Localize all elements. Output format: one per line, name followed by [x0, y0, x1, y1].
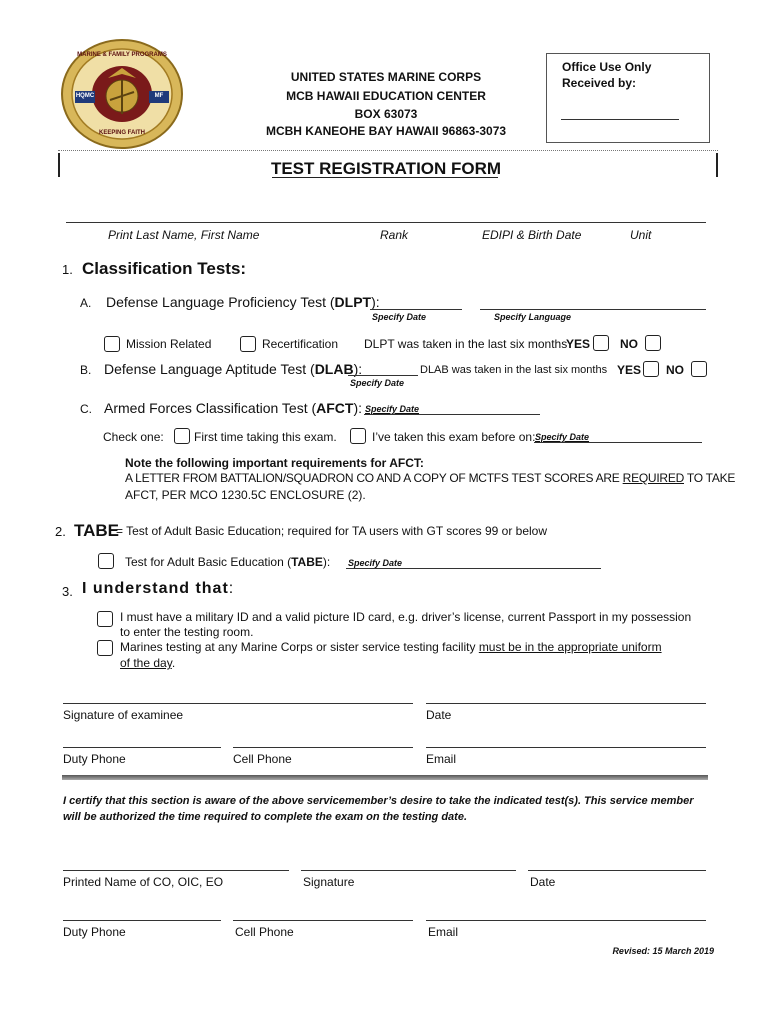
- examinee-duty-phone-field[interactable]: [63, 747, 221, 748]
- org-line-4: MCBH KANEOHE BAY HAWAII 96863-3073: [265, 124, 507, 138]
- afct-note-line2: AFCT, PER MCO 1230.5C ENCLOSURE (2).: [125, 488, 366, 502]
- dlpt-yes-label: YES: [566, 337, 591, 351]
- examinee-cell-phone-field[interactable]: [233, 747, 413, 748]
- dlpt-specify-language: Specify Language: [494, 312, 572, 322]
- marine-corps-seal: [60, 38, 184, 150]
- section-2-number: 2.: [55, 524, 66, 539]
- co-email-label: Email: [428, 925, 459, 939]
- dlab-no-label: NO: [666, 363, 684, 377]
- understand-id-line2: to enter the testing room.: [120, 625, 254, 639]
- dlab-date-field[interactable]: [348, 375, 418, 376]
- co-signature-label: Signature: [303, 875, 355, 889]
- org-line-2: MCB HAWAII EDUCATION CENTER: [286, 89, 486, 103]
- mission-related-checkbox[interactable]: [104, 336, 120, 352]
- dlpt-taken-question: DLPT was taken in the last six months: [364, 337, 568, 351]
- afct-specify-date: Specify Date: [365, 404, 420, 414]
- org-line-1: UNITED STATES MARINE CORPS: [290, 70, 482, 84]
- co-duty-phone-label: Duty Phone: [63, 925, 126, 939]
- dlab-specify-date: Specify Date: [350, 378, 405, 388]
- tabe-checkbox[interactable]: [98, 553, 114, 569]
- afct-date-field[interactable]: [364, 414, 540, 415]
- examinee-duty-phone-label: Duty Phone: [63, 752, 126, 766]
- understand-id-checkbox[interactable]: [97, 611, 113, 627]
- co-printed-name-label: Printed Name of CO, OIC, EO: [63, 875, 224, 889]
- unit-label: Unit: [630, 228, 652, 242]
- co-email-field[interactable]: [426, 920, 706, 921]
- item-c-letter: C.: [80, 402, 92, 416]
- first-time-label: First time taking this exam.: [194, 430, 337, 444]
- org-line-3: BOX 63073: [354, 107, 418, 121]
- dlab-yes-checkbox[interactable]: [643, 361, 659, 377]
- co-duty-phone-field[interactable]: [63, 920, 221, 921]
- dlab-taken-question: DLAB was taken in the last six months: [420, 364, 608, 376]
- afct-note-heading: Note the following important requirements for AFCT:: [125, 456, 424, 470]
- tabe-specify-date: Specify Date: [348, 558, 403, 568]
- dlpt-language-field[interactable]: [480, 309, 706, 310]
- item-a-letter: A.: [80, 296, 92, 310]
- understand-id-line1: I must have a military ID and a valid picture ID card, e.g. driver’s license, current Passport in my possession: [120, 610, 692, 624]
- section-2-title: TABE: [74, 521, 120, 540]
- name-label: Print Last Name, First Name: [108, 228, 260, 242]
- taken-before-date-field[interactable]: [534, 442, 702, 443]
- understand-uniform-line1: Marines testing at any Marine Corps or sister service testing facility must be in the appropriate uniform: [120, 640, 662, 654]
- office-use-title: Office Use Only: [562, 60, 652, 74]
- section-divider: [62, 775, 708, 780]
- section-3-number: 3.: [62, 584, 73, 599]
- examinee-date-label: Date: [426, 708, 452, 722]
- examinee-date-field[interactable]: [426, 703, 706, 704]
- seal-bottom-text: KEEPING FAITH: [98, 130, 145, 136]
- form-title: TEST REGISTRATION FORM: [270, 159, 502, 178]
- co-cell-phone-label: Cell Phone: [235, 925, 294, 939]
- tabe-item-label: Test for Adult Basic Education (TABE):: [125, 555, 331, 569]
- dlpt-no-label: NO: [620, 337, 638, 351]
- name-row-line[interactable]: [66, 222, 706, 223]
- co-printed-name-field[interactable]: [63, 870, 289, 871]
- revised-date: Revised: 15 March 2019: [612, 946, 714, 956]
- co-cell-phone-field[interactable]: [233, 920, 413, 921]
- section-1-title: Classification Tests:: [82, 259, 247, 278]
- seal-right-text: MF: [154, 93, 164, 99]
- examinee-signature-field[interactable]: [63, 703, 413, 704]
- co-signature-field[interactable]: [301, 870, 516, 871]
- title-underline: [272, 177, 498, 178]
- certify-line1: I certify that this section is aware of the above servicemember’s desire to take the indicated test(s). This service member: [63, 795, 694, 807]
- tabe-date-field[interactable]: [346, 568, 601, 569]
- first-time-checkbox[interactable]: [174, 428, 190, 444]
- certify-line2: will be authorized the time required to complete the exam on the testing date.: [63, 811, 468, 823]
- mission-related-label: Mission Related: [126, 337, 212, 351]
- afct-note-line1: A LETTER FROM BATTALION/SQUADRON CO AND A COPY OF MCTFS TEST SCORES ARE REQUIRED TO TAKE: [125, 471, 736, 485]
- recertification-label: Recertification: [262, 337, 339, 351]
- dlpt-no-checkbox[interactable]: [645, 335, 661, 351]
- taken-before-checkbox[interactable]: [350, 428, 366, 444]
- item-b-letter: B.: [80, 363, 92, 377]
- section-3-title: I understand that:: [82, 580, 235, 597]
- office-use-box: [546, 53, 710, 143]
- examinee-email-label: Email: [426, 752, 457, 766]
- section-2-description: = Test of Adult Basic Education; required for TA users with GT scores 99 or below: [116, 524, 547, 538]
- title-separator: [58, 150, 718, 151]
- co-date-label: Date: [530, 875, 556, 889]
- afct-label: Armed Forces Classification Test (AFCT):: [104, 400, 363, 416]
- dlpt-date-field[interactable]: [370, 309, 462, 310]
- dlpt-label: Defense Language Proficiency Test (DLPT):: [106, 294, 380, 310]
- rank-label: Rank: [380, 228, 409, 242]
- examinee-signature-label: Signature of examinee: [63, 708, 184, 722]
- taken-before-specify-date: Specify Date: [535, 432, 590, 442]
- dlpt-yes-checkbox[interactable]: [593, 335, 609, 351]
- understand-uniform-line2: of the day.: [120, 656, 176, 670]
- dlpt-specify-date: Specify Date: [372, 312, 427, 322]
- taken-before-label: I’ve taken this exam before on:: [372, 430, 536, 444]
- section-1-number: 1.: [62, 262, 73, 277]
- dlab-label: Defense Language Aptitude Test (DLAB):: [104, 361, 363, 377]
- office-use-received: Received by:: [562, 76, 637, 90]
- examinee-cell-phone-label: Cell Phone: [233, 752, 292, 766]
- understand-uniform-checkbox[interactable]: [97, 640, 113, 656]
- seal-top-text: MARINE & FAMILY PROGRAMS: [77, 52, 167, 58]
- received-by-field[interactable]: [561, 119, 679, 120]
- edipi-label: EDIPI & Birth Date: [482, 228, 582, 242]
- check-one-label: Check one:: [103, 430, 164, 444]
- dlab-no-checkbox[interactable]: [691, 361, 707, 377]
- seal-left-text: HQMC: [75, 93, 95, 99]
- recertification-checkbox[interactable]: [240, 336, 256, 352]
- co-date-field[interactable]: [528, 870, 706, 871]
- examinee-email-field[interactable]: [426, 747, 706, 748]
- dlab-yes-label: YES: [617, 363, 642, 377]
